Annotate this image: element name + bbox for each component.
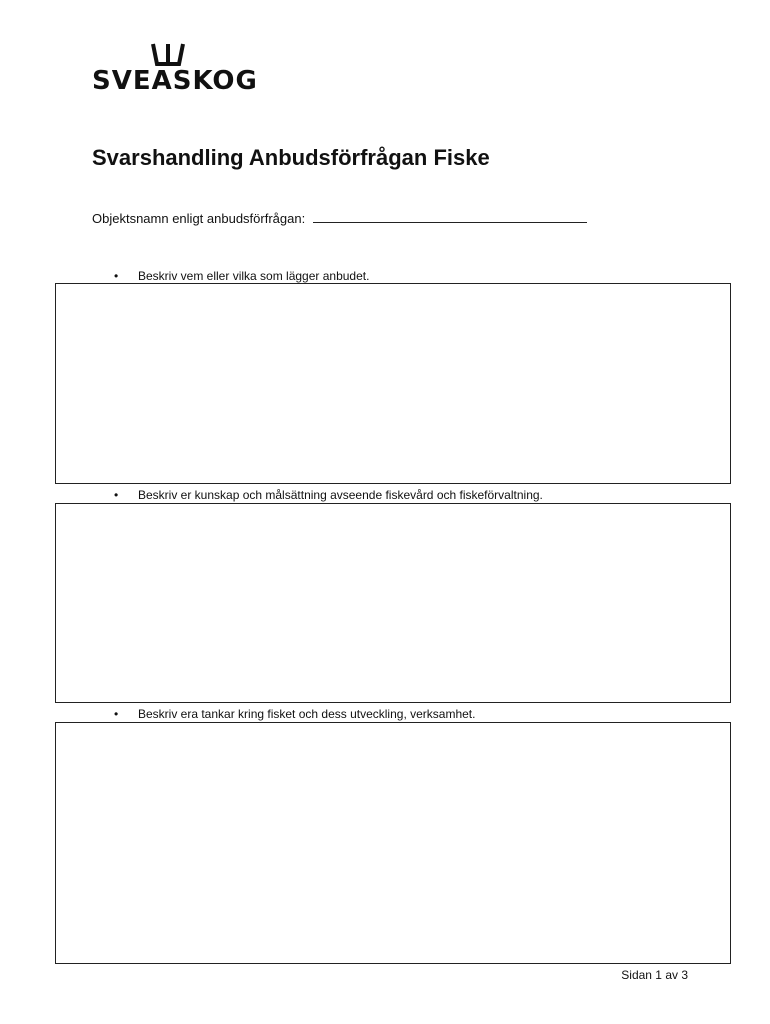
page-title: Svarshandling Anbudsförfrågan Fiske <box>92 145 490 170</box>
answer-box-1[interactable] <box>55 283 731 484</box>
question-2-text: Beskriv er kunskap och målsättning avseende fiskevård och fiskeförvaltning. <box>138 488 543 502</box>
question-3-text: Beskriv era tankar kring fisket och dess utveckling, verksamhet. <box>138 707 476 721</box>
bullet-icon: • <box>114 269 119 283</box>
question-2 <box>114 487 543 503</box>
page-number: Sidan 1 av 3 <box>621 968 688 982</box>
bullet-icon: • <box>114 488 119 502</box>
answer-box-3[interactable] <box>55 722 731 964</box>
brand-logo-text: SVEASKOG <box>92 66 258 96</box>
object-name-row <box>92 210 587 228</box>
object-name-label: Objektsnamn enligt anbudsförfrågan: <box>92 211 306 226</box>
object-name-field[interactable] <box>313 210 587 223</box>
question-1-text: Beskriv vem eller vilka som lägger anbudet. <box>138 269 370 283</box>
bullet-icon: • <box>114 707 119 721</box>
crown-trident-icon <box>151 42 185 68</box>
question-1 <box>114 268 369 284</box>
answer-box-2[interactable] <box>55 503 731 703</box>
question-3 <box>114 706 475 722</box>
